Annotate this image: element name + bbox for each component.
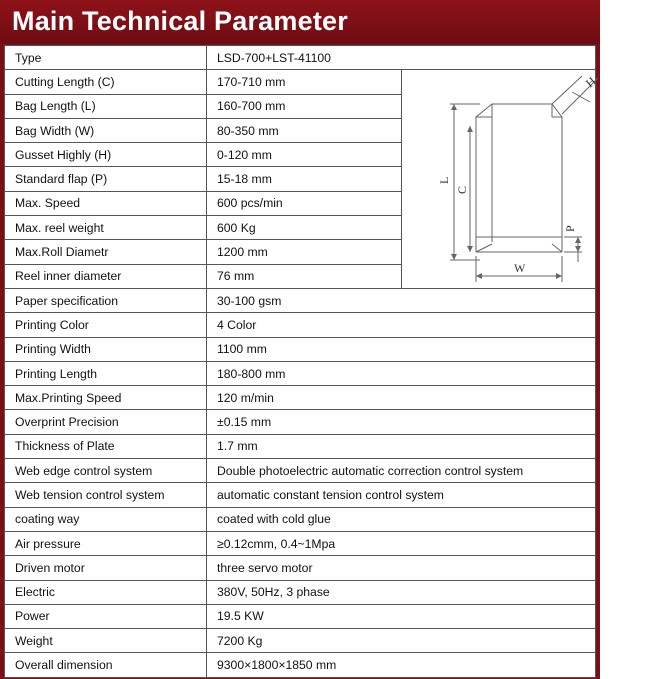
row-label: Type — [5, 46, 207, 70]
row-value: coated with cold glue — [207, 507, 596, 531]
row-value: 4 Color — [207, 313, 596, 337]
row-label: Overall dimension — [5, 653, 207, 677]
table-row — [5, 70, 596, 94]
row-value: 1200 mm — [207, 240, 402, 264]
diagram-label-w: W — [513, 260, 525, 275]
row-label: Printing Width — [5, 337, 207, 361]
table-row — [5, 46, 596, 70]
row-value: 9300×1800×1850 mm — [207, 653, 596, 677]
table-row — [5, 459, 596, 483]
row-value: 600 pcs/min — [207, 191, 402, 215]
page-title: Main Technical Parameter — [12, 6, 348, 36]
table-row — [5, 556, 596, 580]
table-row — [5, 629, 596, 653]
row-value: 19.5 KW — [207, 604, 596, 628]
table-row — [5, 604, 596, 628]
row-label: Electric — [5, 580, 207, 604]
row-label: Web tension control system — [5, 483, 207, 507]
row-label: Air pressure — [5, 531, 207, 555]
row-value: 15-18 mm — [207, 167, 402, 191]
row-value: 180-800 mm — [207, 361, 596, 385]
table-row — [5, 313, 596, 337]
row-label: Bag Length (L) — [5, 94, 207, 118]
title-bar — [0, 0, 600, 44]
row-value: LSD-700+LST-41100 — [207, 46, 596, 70]
row-value: 160-700 mm — [207, 94, 402, 118]
table-row — [5, 386, 596, 410]
row-value: 380V, 50Hz, 3 phase — [207, 580, 596, 604]
row-label: Max.Roll Diametr — [5, 240, 207, 264]
table-row — [5, 483, 596, 507]
diagram-label-c: C — [454, 185, 469, 194]
table-row — [5, 288, 596, 312]
parameter-panel — [4, 45, 599, 677]
row-label: coating way — [5, 507, 207, 531]
table-row — [5, 531, 596, 555]
row-value: three servo motor — [207, 556, 596, 580]
row-label: Max. Speed — [5, 191, 207, 215]
bag-dimension-drawing — [402, 72, 657, 284]
table-row — [5, 580, 596, 604]
row-label: Printing Length — [5, 361, 207, 385]
row-label: Paper specification — [5, 288, 207, 312]
row-value: 30-100 gsm — [207, 288, 596, 312]
row-value: automatic constant tension control system — [207, 483, 596, 507]
row-value: 0-120 mm — [207, 143, 402, 167]
row-label: Bag Width (W) — [5, 118, 207, 142]
table-row — [5, 434, 596, 458]
row-label: Reel inner diameter — [5, 264, 207, 288]
row-value: 120 m/min — [207, 386, 596, 410]
row-label: Cutting Length (C) — [5, 70, 207, 94]
row-label: Gusset Highly (H) — [5, 143, 207, 167]
row-value: 76 mm — [207, 264, 402, 288]
diagram-label-p: P — [562, 224, 577, 232]
row-value: 1.7 mm — [207, 434, 596, 458]
table-row — [5, 337, 596, 361]
row-label: Thickness of Plate — [5, 434, 207, 458]
bag-diagram — [401, 70, 599, 289]
row-value: 170-710 mm — [207, 70, 402, 94]
row-label: Power — [5, 604, 207, 628]
row-label: Max. reel weight — [5, 216, 207, 240]
row-label: Driven motor — [5, 556, 207, 580]
row-label: Weight — [5, 629, 207, 653]
row-value: 600 Kg — [207, 216, 402, 240]
row-label: Max.Printing Speed — [5, 386, 207, 410]
row-value: 80-350 mm — [207, 118, 402, 142]
row-label: Overprint Precision — [5, 410, 207, 434]
parameter-table — [4, 45, 599, 678]
row-value: ±0.15 mm — [207, 410, 596, 434]
table-row — [5, 507, 596, 531]
table-row — [5, 410, 596, 434]
row-value: Double photoelectric automatic correction control system — [207, 459, 596, 483]
row-value: 7200 Kg — [207, 629, 596, 653]
table-row — [5, 653, 596, 677]
diagram-label-h: H — [582, 73, 599, 90]
diagram-label-l: L — [436, 176, 451, 184]
row-label: Web edge control system — [5, 459, 207, 483]
row-value: 1100 mm — [207, 337, 596, 361]
row-label: Standard flap (P) — [5, 167, 207, 191]
table-row — [5, 361, 596, 385]
row-value: ≥0.12cmm, 0.4~1Mpa — [207, 531, 596, 555]
row-label: Printing Color — [5, 313, 207, 337]
